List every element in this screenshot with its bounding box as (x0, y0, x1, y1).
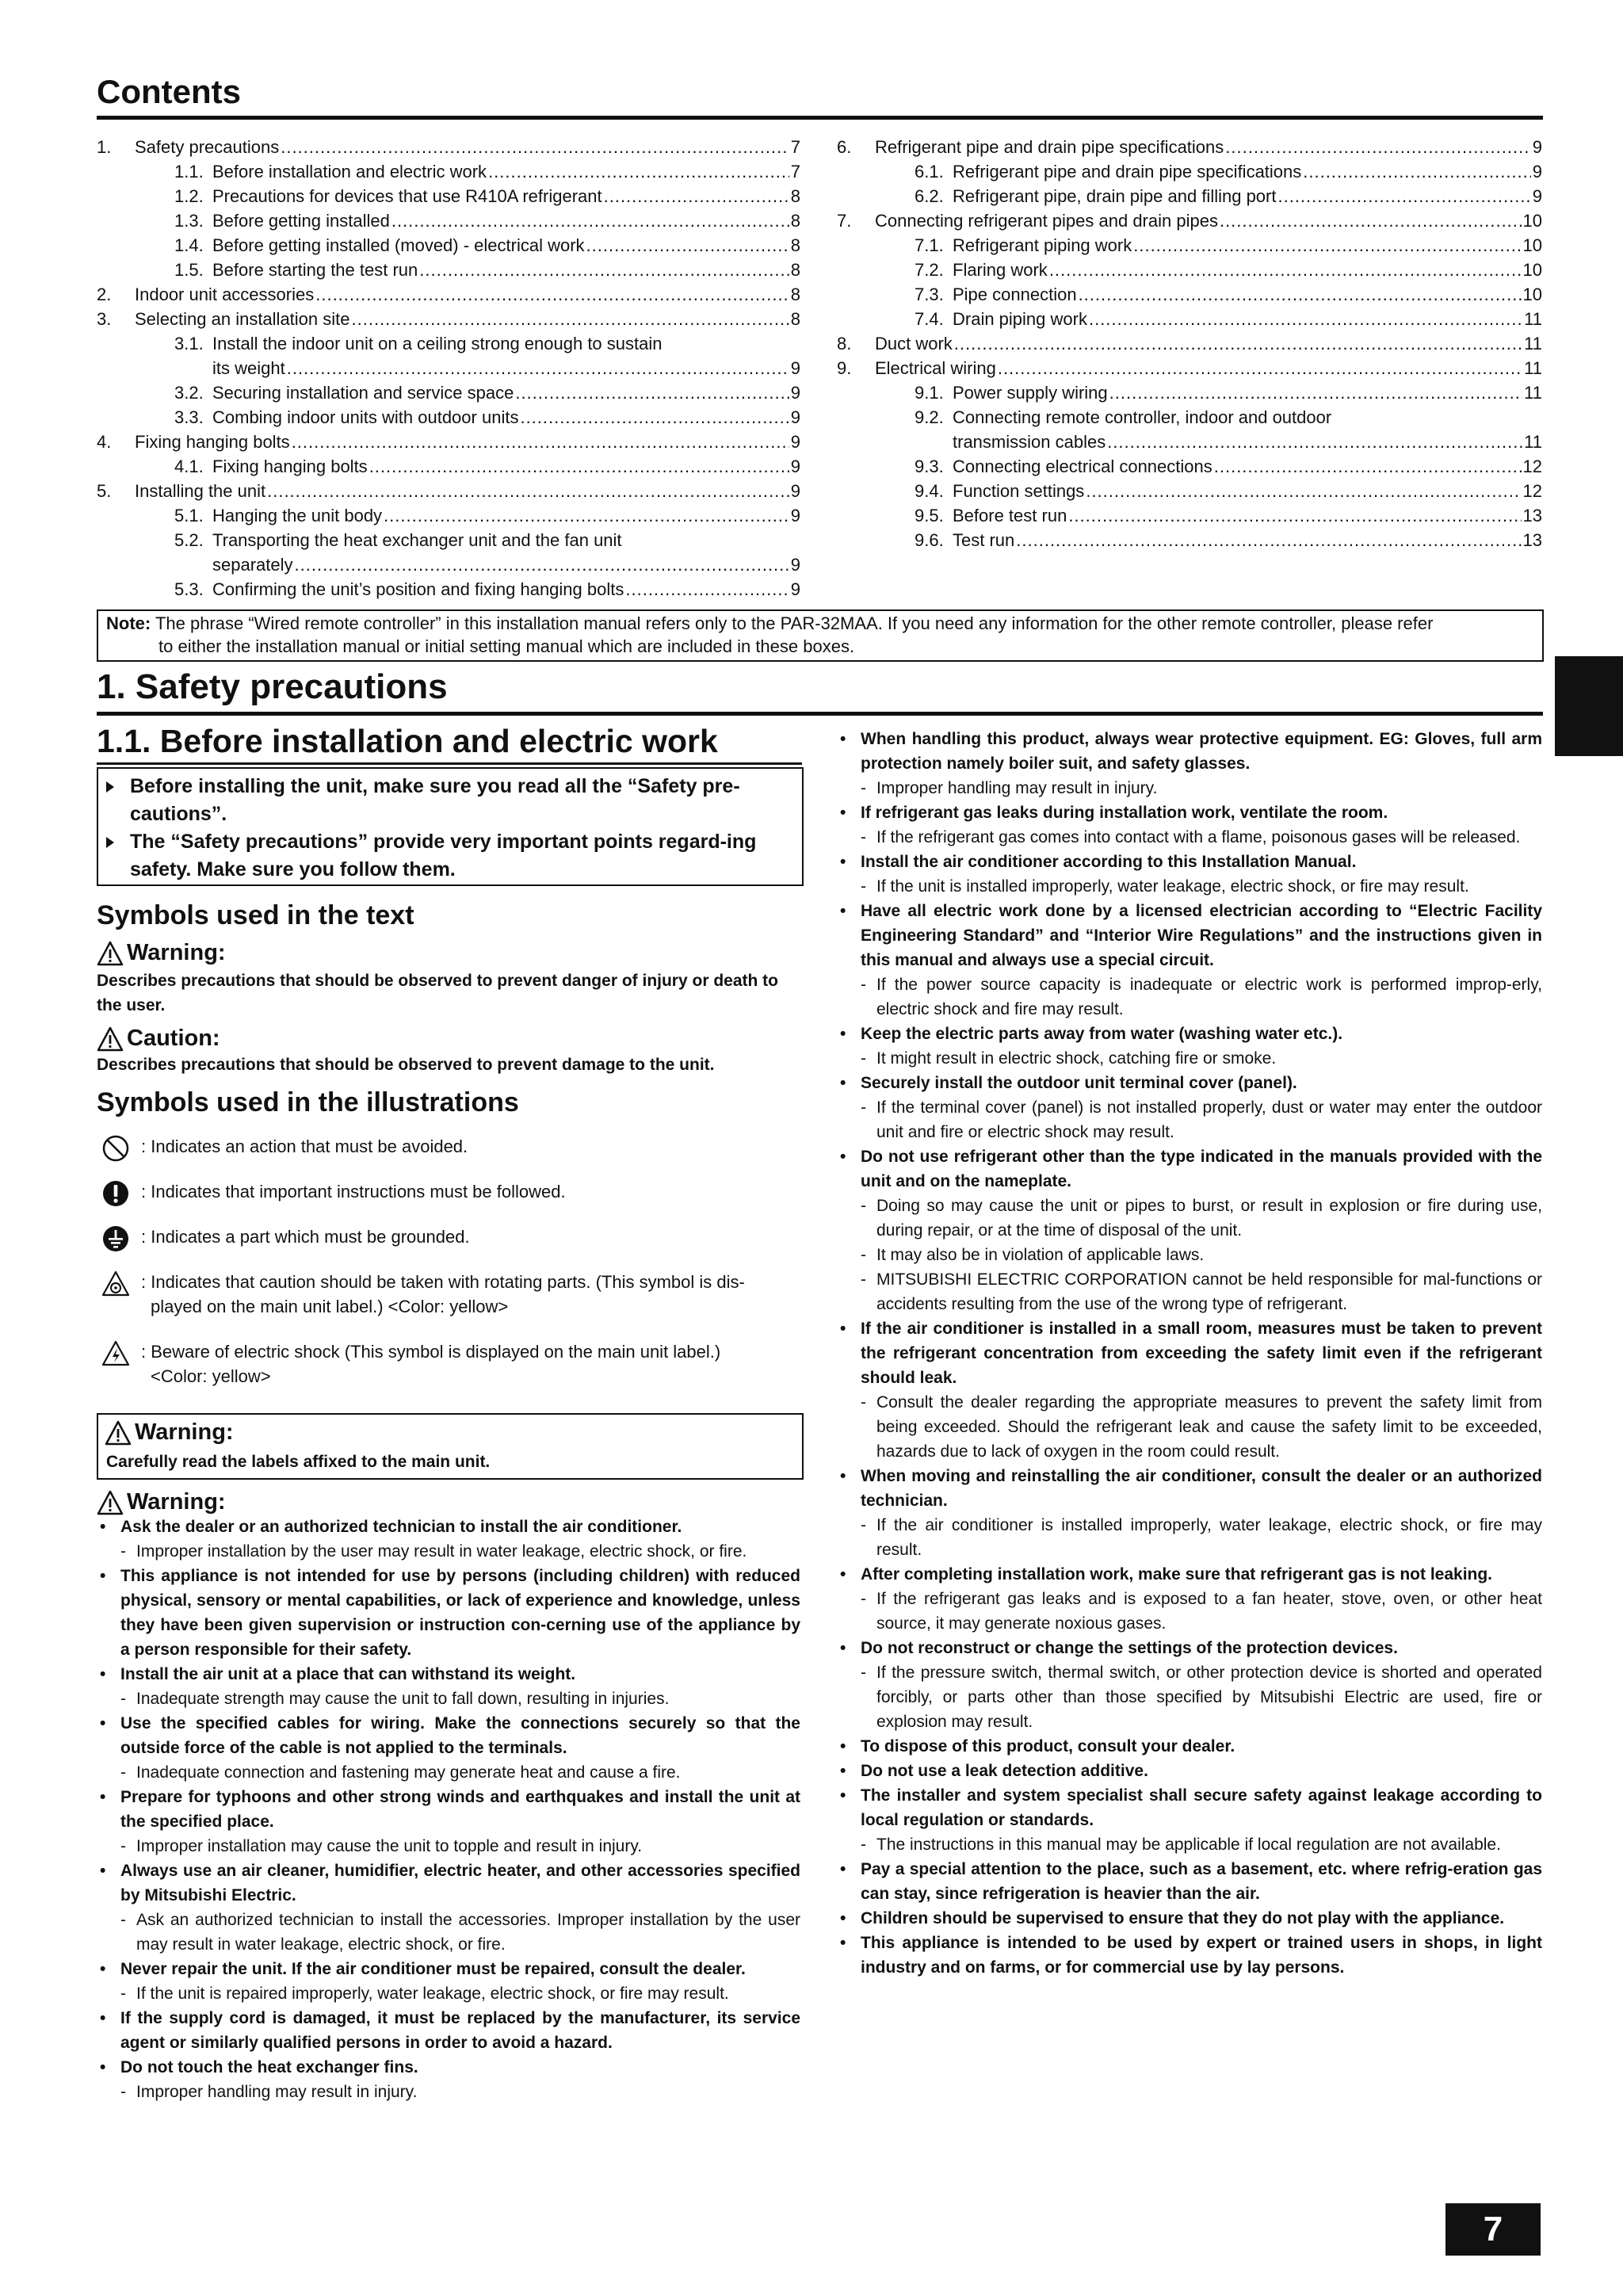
warning-item: • When handling this product, always wear protective equipment. EG: Gloves, full arm protection namely boiler suit, and safety glasses. (837, 727, 1542, 776)
warning-sub-item: - Inadequate connection and fastening may generate heat and cause a fire. (97, 1760, 800, 1785)
subsection-title: 1.1. Before installation and electric work (97, 723, 718, 759)
toc-entry-page: 13 (1522, 506, 1542, 525)
toc-entry-label: Before test run (953, 506, 1067, 525)
warning-item: • Install the air conditioner according to this Installation Manual. (837, 850, 1542, 874)
warning-sub-item: - Doing so may cause the unit or pipes to burst, or result in explosion or fire during use, during repair, or at the time of disposal of the unit. (837, 1194, 1542, 1243)
toc-entry-label: Drain piping work (953, 309, 1087, 329)
toc-entry-number: 9.5. (915, 506, 944, 525)
toc-leader-dots (384, 503, 789, 528)
warning-sub-item: - If the pressure switch, thermal switch, or other protection device is shorted and operated forcibly, or parts other than those specified by Mitsubishi Electric are used, fire or explosion may result. (837, 1660, 1542, 1734)
toc-entry-number: 4. (97, 432, 112, 452)
warning-sub-item: - If the air conditioner is installed improperly, water leakage, electric shock, or fire may result. (837, 1513, 1542, 1562)
warning-item: • The installer and system specialist shall secure safety against leakage according to local regulation or standards. (837, 1783, 1542, 1832)
warning-sub-item: - It might result in electric shock, catching fire or smoke. (837, 1046, 1542, 1071)
warning-item: • If refrigerant gas leaks during installation work, ventilate the room. (837, 800, 1542, 825)
toc-entry-page: 9 (790, 407, 800, 427)
label-warning-heading (105, 1419, 234, 1446)
toc-entry-number: 1.5. (174, 260, 204, 280)
toc-leader-dots (1109, 380, 1523, 405)
toc-entry-label: Before getting installed (moved) - electrical work (212, 235, 585, 255)
intro-item-2 (106, 828, 791, 884)
toc-entry (97, 356, 800, 380)
toc-entry-number: 9.6. (915, 530, 944, 550)
warning-sub-item: - If the power source capacity is inadequate or electric work is performed improp-erly, electric shock and fire may result. (837, 972, 1542, 1022)
toc-entry-label: Securing installation and service space (212, 383, 514, 403)
toc-entry-number: 3.1. (174, 334, 204, 353)
warning-sub-item: - If the unit is repaired improperly, water leakage, electric shock, or fire may result. (97, 1981, 800, 2006)
toc-entry-number: 9.4. (915, 481, 944, 501)
symbol-text-line-2: <Color: yellow> (151, 1366, 271, 1386)
toc-leader-dots (954, 331, 1522, 356)
toc-entry-page: 7 (790, 137, 800, 157)
warning-item: • This appliance is intended to be used by expert or trained users in shops, in light industry and on farms, or for commercial use by lay persons. (837, 1931, 1542, 1980)
toc-leader-dots (287, 356, 789, 380)
warning-sub-item: - MITSUBISHI ELECTRIC CORPORATION cannot be held responsible for mal-functions or accidents resulting from the use of the wrong type of refrigerant. (837, 1267, 1542, 1316)
toc-entry-page: 13 (1522, 530, 1542, 550)
toc-entry-label: Combing indoor units with outdoor units (212, 407, 519, 427)
toc-entry-number: 5.2. (174, 530, 204, 550)
rotating-parts-icon (101, 1270, 130, 1298)
toc-leader-dots (1089, 307, 1522, 331)
warning-item: • Do not touch the heat exchanger fins. (97, 2055, 800, 2080)
toc-right-column (837, 135, 1542, 552)
warning-item: • Ask the dealer or an authorized technician to install the air conditioner. (97, 1515, 800, 1539)
toc-entry-number: 7.1. (915, 235, 944, 255)
toc-leader-dots (488, 159, 789, 184)
toc-entry-label: Function settings (953, 481, 1085, 501)
toc-entry-page: 8 (790, 309, 800, 329)
toc-entry-number: 7.4. (915, 309, 944, 329)
toc-entry (837, 282, 1542, 307)
warning-heading (97, 940, 226, 966)
toc-entry-number: 1.1. (174, 162, 204, 181)
toc-entry-page: 10 (1522, 260, 1542, 280)
toc-entry-number: 7. (837, 211, 852, 231)
toc-entry-number: 1. (97, 137, 112, 157)
toc-leader-dots (1016, 528, 1521, 552)
warning-triangle-icon (97, 1490, 124, 1515)
toc-entry-page: 9 (790, 579, 800, 599)
warning-item: • This appliance is not intended for use by persons (including children) with reduced physical, sensory or mental capabilities, or lack of experience and knowledge, unless they have been given supervision or instruction con-cerning use of the appliance by a person responsible for their safety. (97, 1564, 800, 1662)
toc-entry-number: 8. (837, 334, 852, 353)
toc-entry (97, 307, 800, 331)
warning-item: • After completing installation work, make sure that refrigerant gas is not leaking. (837, 1562, 1542, 1587)
toc-entry-label: Install the indoor unit on a ceiling strong enough to sustain (212, 334, 663, 353)
note-line-2: to either the installation manual or initial setting manual which are included in these boxes. (158, 636, 855, 656)
label-warning-text: Carefully read the labels affixed to the main unit. (106, 1453, 491, 1471)
toc-leader-dots (1225, 135, 1530, 159)
toc-entry-label: Installing the unit (135, 481, 266, 501)
toc-entry-number: 4.1. (174, 457, 204, 476)
symbol-text-line-1: : Indicates that caution should be taken with rotating parts. (This symbol is dis- (141, 1272, 745, 1292)
warning-item: • Children should be supervised to ensure that they do not play with the appliance. (837, 1906, 1542, 1931)
toc-entry (837, 233, 1542, 258)
prohibited-icon (101, 1134, 130, 1163)
warning-item: • When moving and reinstalling the air conditioner, consult the dealer or an authorized technician. (837, 1464, 1542, 1513)
toc-entry-page: 11 (1524, 432, 1542, 452)
toc-entry-page: 9 (790, 358, 800, 378)
warning-triangle-icon (105, 1420, 132, 1446)
warning-sub-item: - Improper handling may result in injury. (837, 776, 1542, 800)
note-line-1: The phrase “Wired remote controller” in this installation manual refers only to the PAR-32MAA. If you need any information for the other remote controller, please refer (155, 613, 1434, 633)
warning-item: • Use the specified cables for wiring. Make the connections securely so that the outside force of the cable is not applied to the terminals. (97, 1711, 800, 1760)
toc-leader-dots (1107, 430, 1522, 454)
symbol-text (141, 1339, 800, 1389)
warning-sub-item: - If the refrigerant gas comes into contact with a flame, poisonous gases will be released. (837, 825, 1542, 850)
toc-leader-dots (369, 454, 789, 479)
toc-leader-dots (1068, 503, 1521, 528)
toc-entry (837, 528, 1542, 552)
toc-entry (837, 479, 1542, 503)
toc-entry (97, 577, 800, 602)
warning-sub-item: - The instructions in this manual may be applicable if local regulation are not available. (837, 1832, 1542, 1857)
toc-entry-label: Selecting an installation site (135, 309, 350, 329)
triangle-bullet-icon (106, 781, 114, 793)
toc-leader-dots (1214, 454, 1522, 479)
toc-entry-page: 9 (790, 555, 800, 575)
warning-list-heading (97, 1489, 226, 1515)
toc-leader-dots (419, 258, 789, 282)
toc-leader-dots (604, 184, 789, 208)
warning-item: • To dispose of this product, consult your dealer. (837, 1734, 1542, 1759)
toc-leader-dots (292, 430, 789, 454)
toc-entry-page: 9 (790, 383, 800, 403)
warning-item: • Securely install the outdoor unit terminal cover (panel). (837, 1071, 1542, 1095)
toc-entry-label: separately (212, 555, 293, 575)
toc-entry (837, 454, 1542, 479)
toc-entry-number: 5.3. (174, 579, 204, 599)
toc-leader-dots (295, 552, 789, 577)
toc-entry-number: 1.2. (174, 186, 204, 206)
toc-leader-dots (1303, 159, 1530, 184)
section-title: 1. Safety precautions (97, 667, 448, 706)
warning-sub-item: - It may also be in violation of applicable laws. (837, 1243, 1542, 1267)
section-rule (97, 712, 1543, 716)
toc-entry-page: 11 (1524, 309, 1542, 329)
toc-entry-label: Refrigerant pipe and drain pipe specifications (875, 137, 1224, 157)
label-warning-label: Warning: (135, 1419, 234, 1445)
toc-entry-label: Electrical wiring (875, 358, 996, 378)
toc-leader-dots (1220, 208, 1522, 233)
warning-description: Describes precautions that should be observed to prevent danger of injury or death to the user. (97, 972, 778, 1014)
toc-entry-page: 8 (790, 186, 800, 206)
toc-entry-label: Connecting refrigerant pipes and drain pipes (875, 211, 1218, 231)
warning-item: • Have all electric work done by a licensed electrician according to “Electric Facility Engineering Standard” and “Interior Wire Regulations” and the instructions given in this manual and always use a special circuit. (837, 899, 1542, 972)
toc-entry-label: Duct work (875, 334, 953, 353)
toc-entry-page: 9 (790, 506, 800, 525)
toc-entry (837, 430, 1542, 454)
toc-entry-label: Before getting installed (212, 211, 390, 231)
toc-entry-label: Precautions for devices that use R410A refrigerant (212, 186, 602, 206)
toc-entry (97, 454, 800, 479)
toc-entry-label: Refrigerant pipe and drain pipe specifications (953, 162, 1302, 181)
toc-entry-page: 10 (1522, 211, 1542, 231)
toc-entry (97, 184, 800, 208)
toc-leader-dots (281, 135, 789, 159)
toc-left-column (97, 135, 800, 602)
toc-entry (97, 135, 800, 159)
toc-entry (97, 208, 800, 233)
toc-leader-dots (352, 307, 789, 331)
warning-triangle-icon (97, 941, 124, 966)
toc-entry-page: 11 (1524, 334, 1542, 353)
toc-entry-label: Connecting electrical connections (953, 457, 1212, 476)
toc-entry (837, 405, 1542, 430)
toc-entry (97, 282, 800, 307)
toc-entry-number: 5. (97, 481, 112, 501)
warning-sub-item: - Improper handling may result in injury. (97, 2080, 800, 2104)
triangle-bullet-icon (106, 837, 114, 848)
warning-sub-item: - If the refrigerant gas leaks and is exposed to a fan heater, stove, oven, or other heat source, it may generate noxious gases. (837, 1587, 1542, 1636)
toc-entry (837, 184, 1542, 208)
toc-entry-label: Before starting the test run (212, 260, 418, 280)
symbol-text-line-2: played on the main unit label.) <Color: yellow> (151, 1297, 509, 1316)
toc-entry (97, 503, 800, 528)
toc-entry-number: 5.1. (174, 506, 204, 525)
side-tab-marker (1555, 656, 1623, 756)
toc-leader-dots (998, 356, 1522, 380)
warning-label: Warning: (127, 940, 226, 965)
intro-text-1: Before installing the unit, make sure you read all the “Safety pre-cautions”. (130, 775, 740, 825)
toc-entry-number: 9.3. (915, 457, 944, 476)
toc-entry-page: 12 (1522, 457, 1542, 476)
toc-entry-label: its weight (212, 358, 285, 378)
toc-entry-label: Safety precautions (135, 137, 280, 157)
toc-entry (837, 356, 1542, 380)
toc-entry (837, 135, 1542, 159)
toc-entry-label: Connecting remote controller, indoor and outdoor (953, 407, 1332, 427)
intro-box (97, 767, 804, 886)
toc-leader-dots (267, 479, 789, 503)
warning-list-right (837, 727, 1542, 1980)
symbol-text: : Indicates that important instructions must be followed. (141, 1182, 566, 1201)
warning-list-left (97, 1515, 800, 2104)
note-box (97, 609, 1544, 662)
warning-sub-item: - Consult the dealer regarding the appropriate measures to prevent the safety limit from being exceeded. Should the refrigerant leak and cause the safety limit to be exceeded, hazards due to lack of oxygen in the room could result. (837, 1390, 1542, 1464)
contents-title: Contents (97, 73, 241, 110)
toc-entry-label: Test run (953, 530, 1015, 550)
toc-entry-number: 7.2. (915, 260, 944, 280)
toc-entry-page: 9 (1532, 186, 1542, 206)
toc-entry (97, 430, 800, 454)
caution-triangle-icon (97, 1026, 124, 1052)
caution-label: Caution: (127, 1026, 220, 1051)
warning-sub-item: - Ask an authorized technician to install the accessories. Improper installation by the user may result in water leakage, electric shock, or fire. (97, 1908, 800, 1957)
mandatory-icon (101, 1179, 130, 1208)
toc-leader-dots (1277, 184, 1530, 208)
warning-item: • Prepare for typhoons and other strong winds and earthquakes and install the unit at the specified place. (97, 1785, 800, 1834)
subsection-rule (97, 762, 802, 765)
toc-entry (837, 380, 1542, 405)
toc-entry-number: 9.2. (915, 407, 944, 427)
toc-entry-label: Refrigerant piping work (953, 235, 1132, 255)
toc-entry-page: 10 (1522, 235, 1542, 255)
contents-rule (97, 116, 1543, 120)
warning-sub-item: - Inadequate strength may cause the unit to fall down, resulting in injuries. (97, 1687, 800, 1711)
toc-entry (97, 159, 800, 184)
toc-entry-number: 6.1. (915, 162, 944, 181)
toc-leader-dots (1049, 258, 1522, 282)
warning-list-label: Warning: (127, 1489, 226, 1515)
intro-text-2: The “Safety precautions” provide very important points regard-ing safety. Make sure you follow them. (130, 831, 757, 881)
ground-icon (101, 1224, 130, 1253)
toc-leader-dots (520, 405, 789, 430)
toc-entry (837, 331, 1542, 356)
toc-entry (97, 233, 800, 258)
toc-entry-page: 8 (790, 235, 800, 255)
toc-leader-dots (586, 233, 789, 258)
toc-leader-dots (315, 282, 789, 307)
toc-entry-label: Transporting the heat exchanger unit and the fan unit (212, 530, 622, 550)
toc-entry (837, 307, 1542, 331)
toc-entry (837, 159, 1542, 184)
toc-leader-dots (515, 380, 789, 405)
toc-entry-page: 11 (1524, 383, 1542, 403)
warning-sub-item: - Improper installation by the user may result in water leakage, electric shock, or fire. (97, 1539, 800, 1564)
toc-entry-number: 2. (97, 285, 112, 304)
toc-entry (97, 331, 800, 356)
toc-entry-page: 9 (790, 432, 800, 452)
toc-entry-label: Fixing hanging bolts (212, 457, 368, 476)
toc-entry-number: 6. (837, 137, 852, 157)
symbol-text-line-1: : Beware of electric shock (This symbol is displayed on the main unit label.) (141, 1342, 721, 1362)
toc-leader-dots (625, 577, 789, 602)
warning-item: • Keep the electric parts away from water (washing water etc.). (837, 1022, 1542, 1046)
intro-item-1 (106, 773, 791, 828)
toc-entry (97, 258, 800, 282)
toc-entry (97, 528, 800, 552)
caution-description: Describes precautions that should be observed to prevent damage to the unit. (97, 1056, 715, 1074)
toc-entry-number: 1.3. (174, 211, 204, 231)
toc-entry (837, 258, 1542, 282)
toc-entry-number: 3.2. (174, 383, 204, 403)
toc-entry-number: 3.3. (174, 407, 204, 427)
toc-entry-label: Fixing hanging bolts (135, 432, 290, 452)
symbols-text-heading: Symbols used in the text (97, 900, 414, 930)
warning-item: • Never repair the unit. If the air conditioner must be repaired, consult the dealer. (97, 1957, 800, 1981)
toc-leader-dots (1086, 479, 1521, 503)
toc-leader-dots (1133, 233, 1521, 258)
toc-entry-page: 9 (1532, 137, 1542, 157)
symbol-text (141, 1270, 800, 1319)
toc-entry-page: 9 (1532, 162, 1542, 181)
toc-entry-label: transmission cables (953, 432, 1106, 452)
toc-entry-page: 11 (1524, 358, 1542, 378)
toc-entry-label: Flaring work (953, 260, 1048, 280)
symbols-illustrations-heading: Symbols used in the illustrations (97, 1087, 519, 1117)
toc-entry (97, 405, 800, 430)
warning-item: • Pay a special attention to the place, such as a basement, etc. where refrig-eration gas can stay, since refrigeration is heavier than the air. (837, 1857, 1542, 1906)
toc-entry-number: 7.3. (915, 285, 944, 304)
toc-entry (837, 503, 1542, 528)
warning-item: • Always use an air cleaner, humidifier, electric heater, and other accessories specified by Mitsubishi Electric. (97, 1859, 800, 1908)
toc-entry-number: 9. (837, 358, 852, 378)
toc-entry-number: 1.4. (174, 235, 204, 255)
warning-sub-item: - If the unit is installed improperly, water leakage, electric shock, or fire may result. (837, 874, 1542, 899)
toc-leader-dots (1079, 282, 1522, 307)
page-number: 7 (1445, 2203, 1541, 2256)
warning-item: • Install the air unit at a place that can withstand its weight. (97, 1662, 800, 1687)
toc-entry-label: Confirming the unit’s position and fixing hanging bolts (212, 579, 624, 599)
warning-sub-item: - If the terminal cover (panel) is not installed properly, dust or water may enter the outdoor unit and fire or electric shock may result. (837, 1095, 1542, 1144)
toc-entry-number: 9.1. (915, 383, 944, 403)
warning-item: • If the air conditioner is installed in a small room, measures must be taken to prevent the refrigerant concentration from exceeding the safety limit even if the refrigerant should leak. (837, 1316, 1542, 1390)
warning-item: • Do not use refrigerant other than the type indicated in the manuals provided with the unit and on the nameplate. (837, 1144, 1542, 1194)
toc-entry-page: 7 (790, 162, 800, 181)
toc-entry-page: 9 (790, 457, 800, 476)
toc-entry-label: Power supply wiring (953, 383, 1108, 403)
caution-heading (97, 1026, 220, 1052)
warning-item: • Do not reconstruct or change the settings of the protection devices. (837, 1636, 1542, 1660)
toc-entry-label: Hanging the unit body (212, 506, 383, 525)
toc-entry-page: 8 (790, 285, 800, 304)
toc-entry-number: 6.2. (915, 186, 944, 206)
toc-entry (97, 479, 800, 503)
toc-entry-page: 9 (790, 481, 800, 501)
warning-item: • Do not use a leak detection additive. (837, 1759, 1542, 1783)
toc-entry (97, 552, 800, 577)
toc-entry (837, 208, 1542, 233)
toc-entry-label: Before installation and electric work (212, 162, 487, 181)
toc-entry-number: 3. (97, 309, 112, 329)
toc-entry-label: Pipe connection (953, 285, 1077, 304)
toc-entry-label: Refrigerant pipe, drain pipe and filling port (953, 186, 1277, 206)
toc-leader-dots (391, 208, 789, 233)
symbol-text: : Indicates an action that must be avoided. (141, 1137, 468, 1156)
toc-entry-page: 8 (790, 211, 800, 231)
note-label: Note: (106, 613, 151, 633)
warning-sub-item: - Improper installation may cause the unit to topple and result in injury. (97, 1834, 800, 1859)
electric-shock-icon (101, 1339, 130, 1368)
toc-entry-page: 8 (790, 260, 800, 280)
toc-entry-label: Indoor unit accessories (135, 285, 315, 304)
label-warning-box (97, 1413, 804, 1480)
toc-entry (97, 380, 800, 405)
warning-item: • If the supply cord is damaged, it must be replaced by the manufacturer, its service agent or similarly qualified persons in order to avoid a hazard. (97, 2006, 800, 2055)
symbol-text: : Indicates a part which must be grounded. (141, 1227, 470, 1247)
toc-entry-page: 12 (1522, 481, 1542, 501)
toc-entry-page: 10 (1522, 285, 1542, 304)
